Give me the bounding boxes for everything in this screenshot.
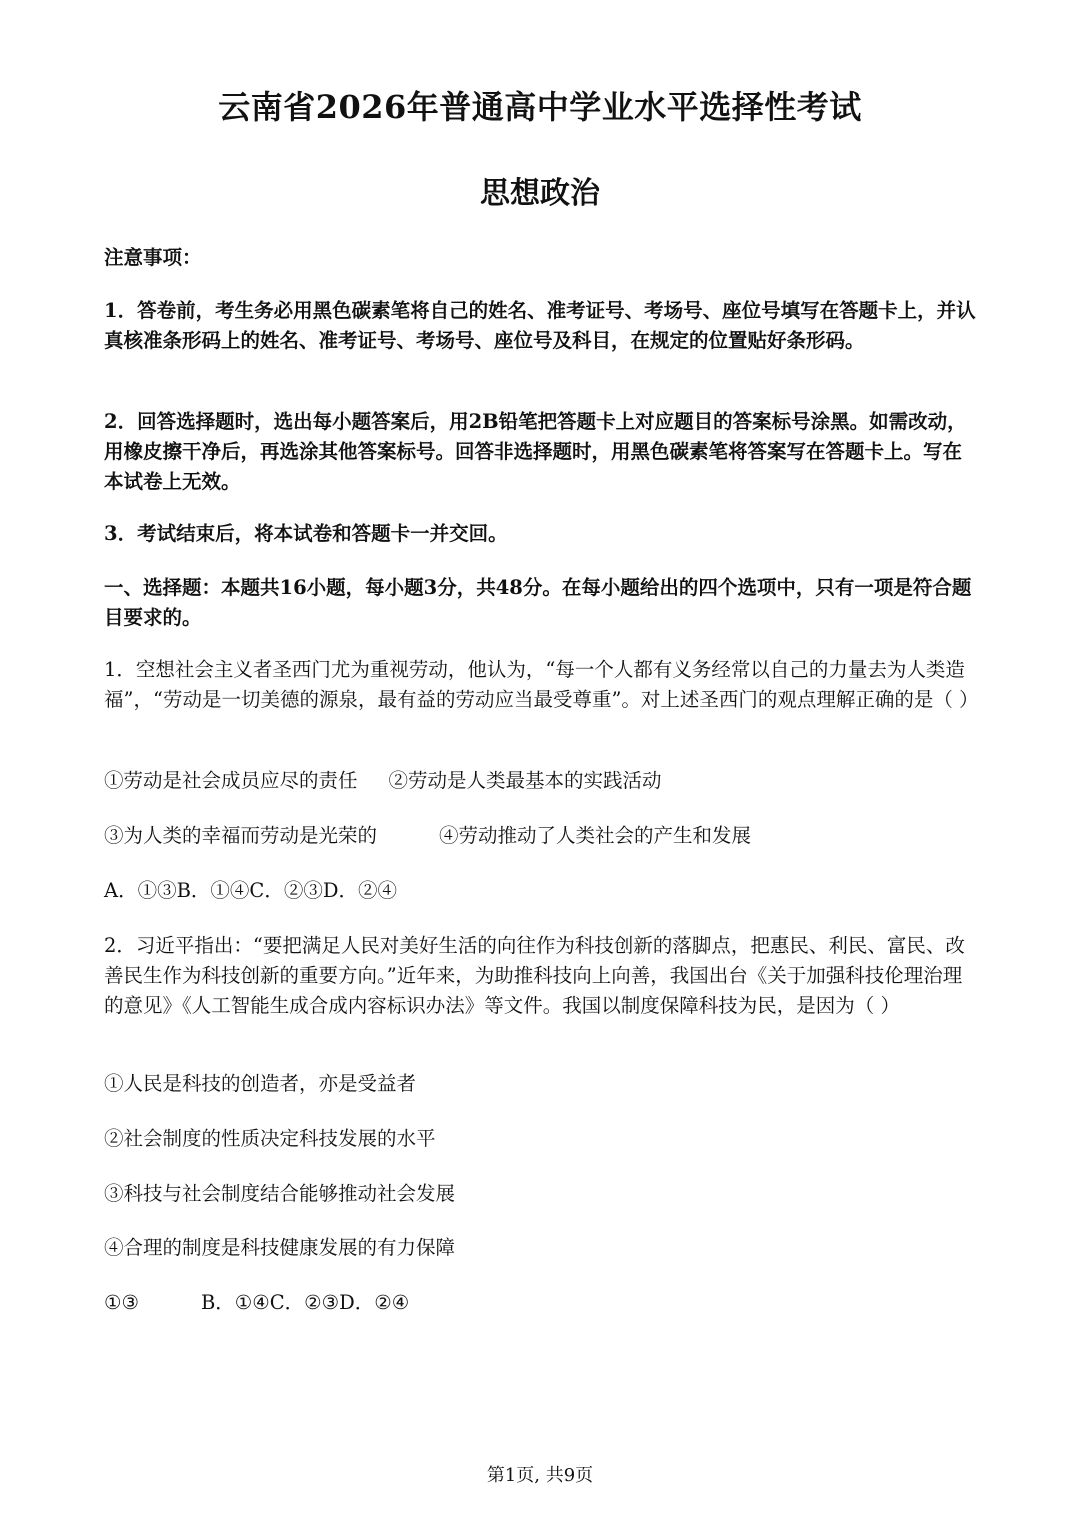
exam-title: 云南省2026年普通高中学业水平选择性考试 (218, 88, 862, 126)
question-2-option-1: ①人民是科技的创造者，亦是受益者 (104, 1072, 417, 1095)
section-heading: 一、选择题：本题共16小题，每小题3分，共48分。在每小题给出的四个选项中，只有一项是符合题目要求的。 (104, 576, 972, 629)
notice-item-3: 3．考试结束后，将本试卷和答题卡一并交回。 (104, 522, 508, 545)
question-2-option-2: ②社会制度的性质决定科技发展的水平 (104, 1127, 436, 1150)
subject-title: 思想政治 (480, 176, 600, 211)
question-1-options-row-1: ①劳动是社会成员应尽的责任 ②劳动是人类最基本的实践活动 (104, 769, 662, 792)
question-1-options-row-2: ③为人类的幸福而劳动是光荣的 ④劳动推动了人类社会的产生和发展 (104, 824, 751, 847)
notice-item-2: 2．回答选择题时，选出每小题答案后，用2B铅笔把答题卡上对应题目的答案标号涂黑。如需改动，用橡皮擦干净后，再选涂其他答案标号。回答非选择题时，用黑色碳素笔将答案写在答题卡上。写在本试卷上无效。 (104, 410, 967, 493)
question-2-stem: 2．习近平指出：“要把满足人民对美好生活的向往作为科技创新的落脚点，把惠民、利民、富民、改善民生作为科技创新的重要方向。”近年来，为助推科技向上向善，我国出台《关于加强科技伦理治理的意见》《人工智能生成合成内容标识办法》等文件。我国以制度保障科技为民，是因为（ ） (104, 934, 965, 1017)
question-2-option-3: ③科技与社会制度结合能够推动社会发展 (104, 1182, 456, 1205)
notice-heading: 注意事项： (104, 246, 202, 269)
question-2-answers: ①③ B．①④C．②③D．②④ (104, 1291, 410, 1314)
question-1-stem: 1．空想社会主义者圣西门尤为重视劳动，他认为，“每一个人都有义务经常以自己的力量去为人类造福”，“劳动是一切美德的源泉，最有益的劳动应当最受尊重”。对上述圣西门的观点理解正确的是（ ） (104, 658, 979, 711)
notice-item-1: 1．答卷前，考生务必用黑色碳素笔将自己的姓名、准考证号、考场号、座位号填写在答题卡上，并认真核准条形码上的姓名、准考证号、考场号、座位号及科目，在规定的位置贴好条形码。 (104, 299, 976, 352)
question-2-option-4: ④合理的制度是科技健康发展的有力保障 (104, 1236, 456, 1259)
page-number: 第1页, 共9页 (486, 1465, 594, 1486)
question-1-answers: A．①③B．①④C．②③D．②④ (104, 879, 397, 902)
